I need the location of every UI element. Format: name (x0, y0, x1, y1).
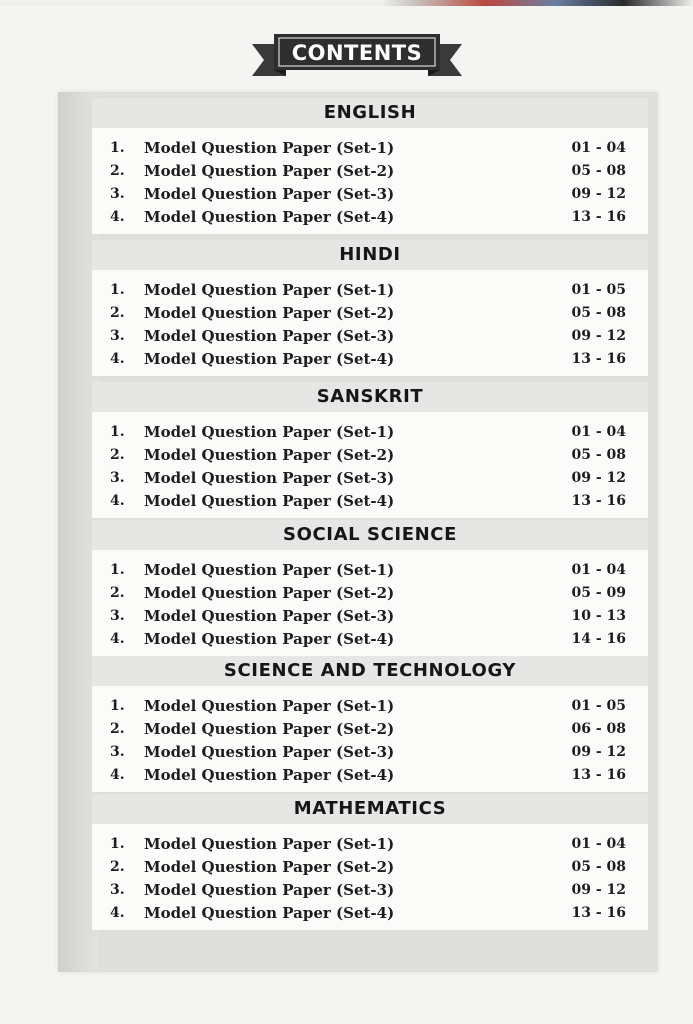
section-heading: SCIENCE AND TECHNOLOGY (92, 656, 648, 687)
item-pages: 01 - 04 (571, 562, 626, 578)
list-item (92, 183, 648, 206)
item-number: 1. (110, 698, 125, 714)
list-item (92, 160, 648, 183)
section-list (92, 550, 648, 656)
item-number: 4. (110, 631, 125, 647)
section-science-and-technology (92, 656, 648, 792)
contents-banner (252, 30, 462, 82)
item-number: 1. (110, 836, 125, 852)
page-title: CONTENTS (291, 41, 423, 65)
section-sanskrit (92, 382, 648, 518)
item-number: 3. (110, 328, 125, 344)
item-title: Model Question Paper (Set-1) (144, 281, 395, 299)
item-title: Model Question Paper (Set-1) (144, 697, 395, 715)
item-number: 2. (110, 163, 125, 179)
item-pages: 01 - 05 (571, 282, 626, 298)
item-number: 4. (110, 351, 125, 367)
list-item (92, 718, 648, 741)
item-title: Model Question Paper (Set-1) (144, 561, 395, 579)
item-title: Model Question Paper (Set-1) (144, 835, 395, 853)
item-pages: 14 - 16 (571, 631, 626, 647)
list-item (92, 605, 648, 628)
section-heading: MATHEMATICS (92, 794, 648, 825)
item-pages: 09 - 12 (571, 744, 626, 760)
item-number: 2. (110, 859, 125, 875)
item-pages: 09 - 12 (571, 186, 626, 202)
item-pages: 09 - 12 (571, 328, 626, 344)
item-title: Model Question Paper (Set-3) (144, 607, 395, 625)
list-item (92, 879, 648, 902)
item-number: 1. (110, 424, 125, 440)
item-number: 4. (110, 767, 125, 783)
list-item (92, 302, 648, 325)
section-list (92, 824, 648, 930)
section-english (92, 98, 648, 234)
item-pages: 06 - 08 (571, 721, 626, 737)
section-list (92, 128, 648, 234)
item-number: 1. (110, 562, 125, 578)
item-title: Model Question Paper (Set-2) (144, 720, 395, 738)
list-item (92, 490, 648, 513)
item-title: Model Question Paper (Set-3) (144, 469, 395, 487)
page-top-edge (0, 0, 693, 6)
item-pages: 05 - 08 (571, 305, 626, 321)
section-hindi (92, 240, 648, 376)
item-number: 3. (110, 608, 125, 624)
list-item (92, 856, 648, 879)
item-title: Model Question Paper (Set-1) (144, 423, 395, 441)
list-item (92, 695, 648, 718)
item-title: Model Question Paper (Set-2) (144, 162, 395, 180)
list-item (92, 467, 648, 490)
item-number: 3. (110, 882, 125, 898)
item-number: 4. (110, 493, 125, 509)
item-pages: 10 - 13 (571, 608, 626, 624)
item-pages: 01 - 04 (571, 836, 626, 852)
item-pages: 05 - 09 (571, 585, 626, 601)
section-list (92, 412, 648, 518)
section-heading: SOCIAL SCIENCE (92, 520, 648, 551)
item-title: Model Question Paper (Set-3) (144, 743, 395, 761)
list-item (92, 421, 648, 444)
item-pages: 05 - 08 (571, 447, 626, 463)
list-item (92, 628, 648, 651)
item-number: 1. (110, 282, 125, 298)
item-pages: 13 - 16 (571, 493, 626, 509)
item-title: Model Question Paper (Set-4) (144, 208, 395, 226)
list-item (92, 902, 648, 925)
item-title: Model Question Paper (Set-2) (144, 584, 395, 602)
item-pages: 13 - 16 (571, 905, 626, 921)
list-item (92, 444, 648, 467)
item-number: 2. (110, 721, 125, 737)
item-number: 1. (110, 140, 125, 156)
item-number: 4. (110, 209, 125, 225)
item-title: Model Question Paper (Set-4) (144, 492, 395, 510)
section-heading: ENGLISH (92, 98, 648, 129)
list-item (92, 582, 648, 605)
item-pages: 05 - 08 (571, 163, 626, 179)
item-number: 2. (110, 305, 125, 321)
section-mathematics (92, 794, 648, 930)
section-heading: HINDI (92, 240, 648, 271)
list-item (92, 559, 648, 582)
item-number: 3. (110, 186, 125, 202)
item-title: Model Question Paper (Set-4) (144, 350, 395, 368)
item-title: Model Question Paper (Set-3) (144, 185, 395, 203)
list-item (92, 764, 648, 787)
item-pages: 01 - 05 (571, 698, 626, 714)
item-title: Model Question Paper (Set-2) (144, 446, 395, 464)
item-title: Model Question Paper (Set-4) (144, 766, 395, 784)
list-item (92, 279, 648, 302)
item-pages: 09 - 12 (571, 470, 626, 486)
list-item (92, 206, 648, 229)
item-title: Model Question Paper (Set-2) (144, 304, 395, 322)
item-number: 3. (110, 744, 125, 760)
item-pages: 05 - 08 (571, 859, 626, 875)
item-title: Model Question Paper (Set-2) (144, 858, 395, 876)
item-number: 4. (110, 905, 125, 921)
list-item (92, 137, 648, 160)
item-number: 3. (110, 470, 125, 486)
item-pages: 01 - 04 (571, 424, 626, 440)
item-pages: 13 - 16 (571, 767, 626, 783)
section-list (92, 686, 648, 792)
list-item (92, 325, 648, 348)
item-pages: 13 - 16 (571, 351, 626, 367)
list-item (92, 833, 648, 856)
item-title: Model Question Paper (Set-4) (144, 630, 395, 648)
item-pages: 13 - 16 (571, 209, 626, 225)
item-title: Model Question Paper (Set-1) (144, 139, 395, 157)
item-title: Model Question Paper (Set-3) (144, 327, 395, 345)
item-pages: 09 - 12 (571, 882, 626, 898)
item-pages: 01 - 04 (571, 140, 626, 156)
item-number: 2. (110, 585, 125, 601)
item-number: 2. (110, 447, 125, 463)
list-item (92, 741, 648, 764)
section-list (92, 270, 648, 376)
item-title: Model Question Paper (Set-3) (144, 881, 395, 899)
section-heading: SANSKRIT (92, 382, 648, 413)
section-social-science (92, 520, 648, 656)
list-item (92, 348, 648, 371)
item-title: Model Question Paper (Set-4) (144, 904, 395, 922)
